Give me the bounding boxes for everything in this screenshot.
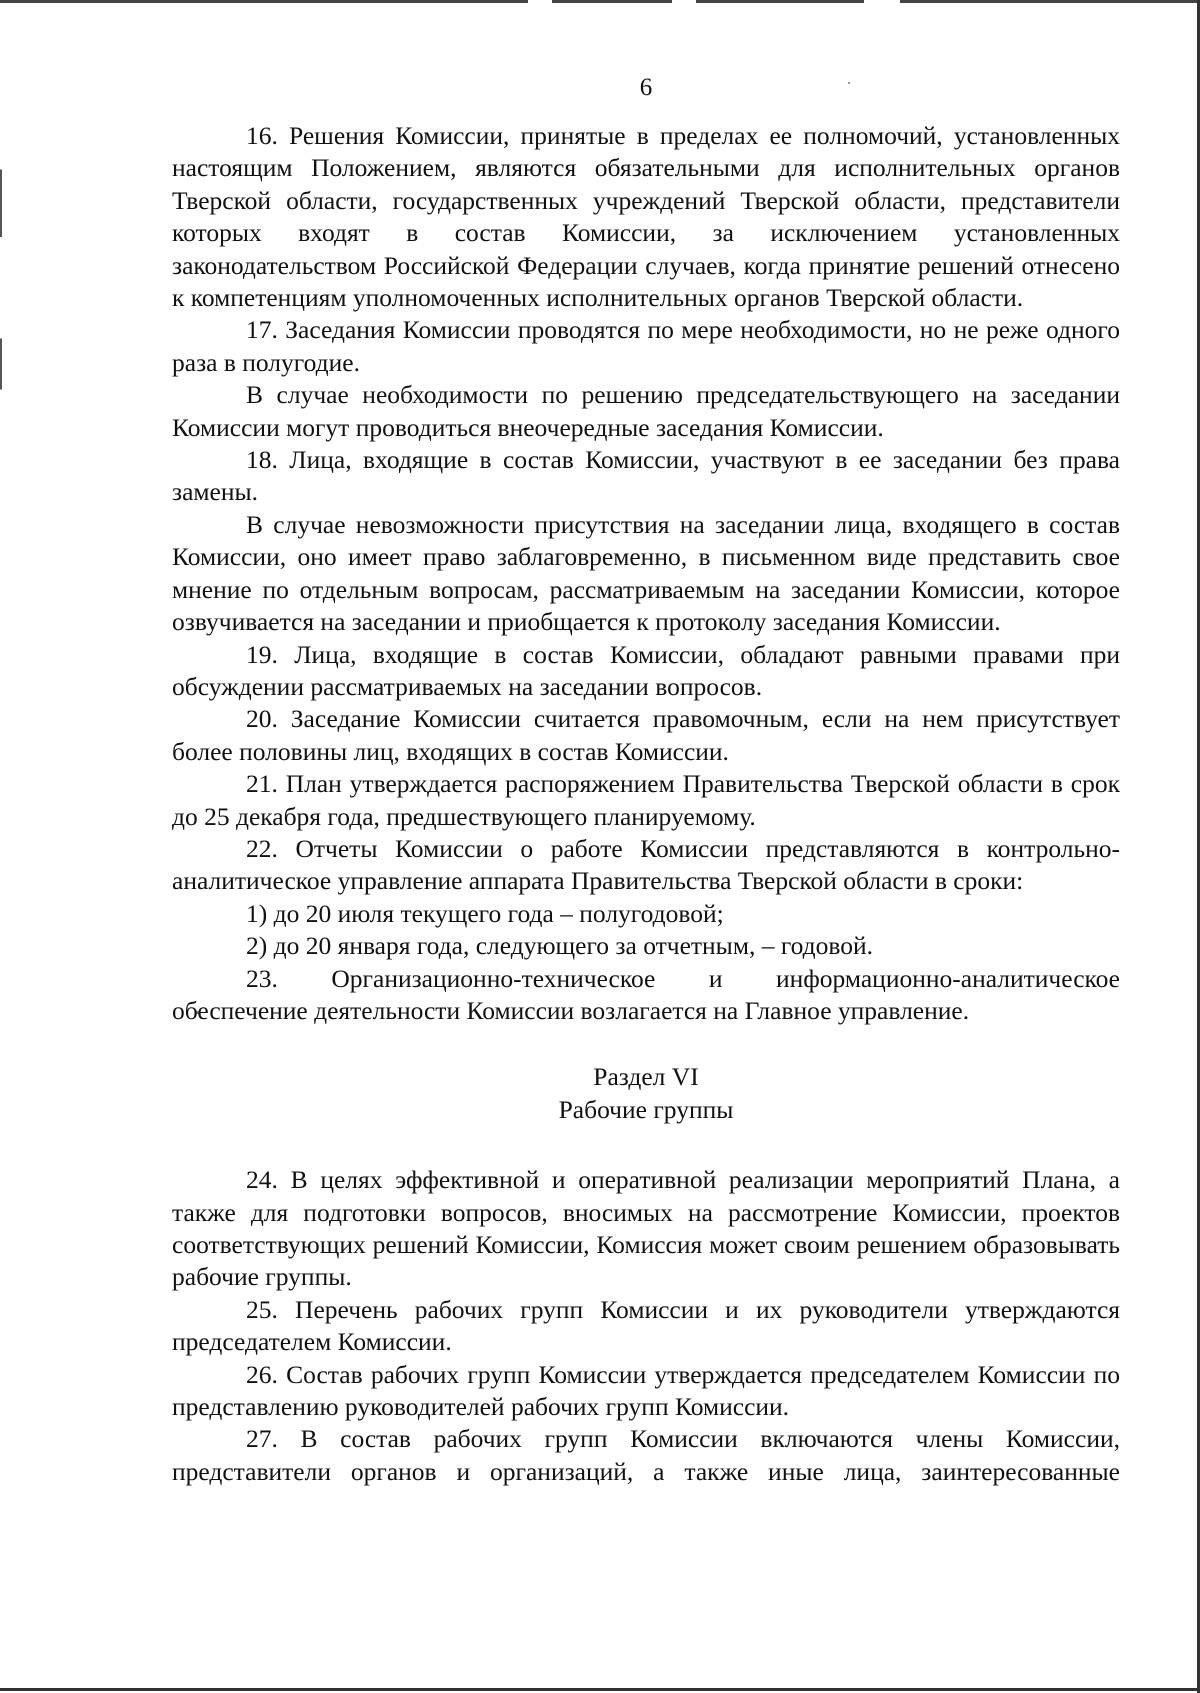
paragraph-17-extraordinary: В случае необходимости по решению председательствующего на заседании Комиссии могут проводиться внеочередные заседания Комиссии. bbox=[172, 380, 1120, 442]
paragraph-23: 23. Организационно-техническое и информационно-аналитическое обеспечение деятельности Комиссии возлагается на Главное управление. bbox=[172, 963, 1120, 1025]
paragraph-22: 22. Отчеты Комиссии о работе Комиссии представляются в контрольно-аналитическое управление аппарата Правительства Тверской области в сроки: bbox=[172, 833, 1120, 896]
section-heading bbox=[172, 1061, 1120, 1126]
scan-edge-top bbox=[0, 0, 1200, 3]
paragraph-27: 27. В состав рабочих групп Комиссии включаются члены Комиссии, представители органов и организаций, а также иные лица, заинтересованные bbox=[172, 1424, 1120, 1486]
paragraph-18-absence: В случае невозможности присутствия на заседании лица, входящего в состав Комиссии, оно имеет право заблаговременно, в письменном виде представить свое мнение по отдельным вопросам, рассматриваемым на заседании Комиссии, которое озвучивается на заседании и приобщается к протоколу заседания Комиссии. bbox=[172, 509, 1120, 637]
scan-edge-bottom bbox=[0, 1688, 1200, 1691]
paragraph-24: 24. В целях эффективной и оперативной реализации мероприятий Плана, а также для подготовки вопросов, вносимых на рассмотрение Комиссии, проектов соответствующих решений Комиссии, Комиссия может своим решением образовывать рабочие группы. bbox=[172, 1165, 1120, 1292]
paragraph-25: 25. Перечень рабочих групп Комиссии и их руководители утверждаются председателем Комиссии. bbox=[172, 1294, 1120, 1357]
scan-edge-left bbox=[0, 0, 2, 1693]
paragraph-19: 19. Лица, входящие в состав Комиссии, обладают равными правами при обсуждении рассматриваемых на заседании вопросов. bbox=[172, 639, 1120, 701]
paragraph-21: 21. План утверждается распоряжением Правительства Тверской области в срок до 25 декабря года, предшествующего планируемому. bbox=[172, 769, 1120, 831]
document-page bbox=[172, 66, 1120, 1488]
paragraph-26: 26. Состав рабочих групп Комиссии утверждается председателем Комиссии по представлению руководителей рабочих групп Комиссии. bbox=[172, 1359, 1120, 1422]
paragraph-16: 16. Решения Комиссии, принятые в пределах ее полномочий, установленных настоящим Положением, являются обязательными для исполнительных органов Тверской области, государственных учреждений Тверской области, представители которых входят в состав Комиссии, за исключением установленных законодательством Российской Федерации случаев, когда принятие решений отнесено к компетенциям уполномоченных исполнительных органов Тверской области. bbox=[172, 121, 1120, 313]
section-number: Раздел VI bbox=[593, 1062, 699, 1092]
page-number: 6 bbox=[639, 74, 653, 101]
paragraph-20: 20. Заседание Комиссии считается правомочным, если на нем присутствует более половины лиц, входящих в состав Комиссии. bbox=[172, 704, 1120, 766]
list-item-1: 1) до 20 июля текущего года – полугодовой; bbox=[246, 898, 724, 928]
section-title: Рабочие группы bbox=[558, 1094, 734, 1124]
list-item-2: 2) до 20 января года, следующего за отчетным, – годовой. bbox=[246, 931, 874, 961]
paragraph-17: 17. Заседания Комиссии проводятся по мере необходимости, но не реже одного раза в полугодие. bbox=[172, 315, 1120, 377]
paragraph-18: 18. Лица, входящие в состав Комиссии, участвуют в ее заседании без права замены. bbox=[172, 445, 1120, 507]
